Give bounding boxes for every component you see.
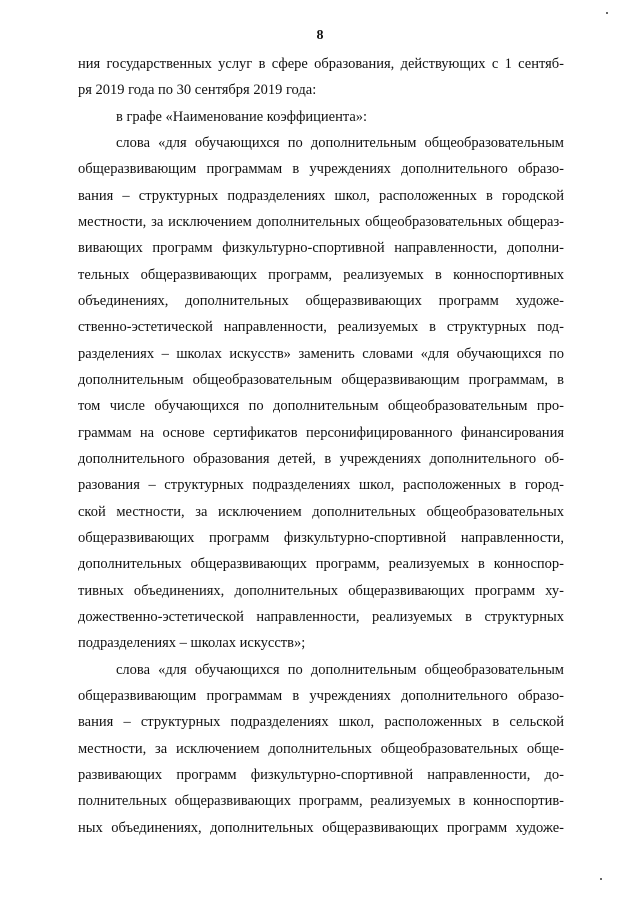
scan-dot (600, 878, 602, 880)
page-number: 8 (316, 28, 324, 43)
text-line: развивающих программ физкультурно-спортивной направленности, до- (78, 767, 564, 783)
text-line: разования – структурных подразделениях школ, расположенных в город- (78, 477, 564, 493)
scan-dot (606, 12, 608, 14)
text-line: слова «для обучающихся по дополнительным общеобразовательным (116, 135, 564, 151)
text-line: в графе «Наименование коэффициента»: (116, 109, 368, 125)
text-line: подразделениях – школах искусств»; (78, 635, 306, 651)
text-line: дожественно-эстетической направленности, реализуемых в структурных (78, 609, 564, 625)
text-line: дополнительных общеразвивающих программ, реализуемых в конноспор- (78, 556, 564, 572)
text-line: слова «для обучающихся по дополнительным общеобразовательным (116, 662, 564, 678)
text-line: дополнительного образования детей, в учреждениях дополнительного об- (78, 451, 564, 467)
text-line: местности, за исключением дополнительных общеобразовательных общераз- (78, 214, 564, 230)
text-line: разделениях – школах искусств» заменить словами «для обучающихся по (78, 346, 564, 362)
text-line: вания – структурных подразделениях школ, расположенных в городской (78, 188, 564, 204)
text-line: том числе обучающихся по дополнительным общеобразовательным про- (78, 398, 564, 414)
text-line: ных объединениях, дополнительных общеразвивающих программ художе- (78, 820, 564, 836)
text-line: ря 2019 года по 30 сентября 2019 года: (78, 82, 317, 98)
text-line: вания – структурных подразделениях школ, расположенных в сельской (78, 714, 564, 730)
text-line: местности, за исключением дополнительных общеобразовательных обще- (78, 741, 564, 757)
text-line: общеразвивающим программам в учреждениях дополнительного образо- (78, 161, 564, 177)
text-line: вивающих программ физкультурно-спортивной направленности, дополни- (78, 240, 564, 256)
text-line: ния государственных услуг в сфере образования, действующих с 1 сентяб- (78, 56, 564, 72)
text-line: граммам на основе сертификатов персонифицированного финансирования (78, 425, 564, 441)
text-line: тивных объединениях, дополнительных общеразвивающих программ ху- (78, 583, 564, 599)
text-line: дополнительным общеобразовательным общеразвивающим программам, в (78, 372, 564, 388)
text-line: общеразвивающим программам в учреждениях дополнительного образо- (78, 688, 564, 704)
text-line: тельных общеразвивающих программ, реализуемых в конноспортивных (78, 267, 564, 283)
text-line: общеразвивающих программ физкультурно-спортивной направленности, (78, 530, 564, 546)
text-line: полнительных общеразвивающих программ, реализуемых в конноспортив- (78, 793, 564, 809)
text-line: объединениях, дополнительных общеразвивающих программ художе- (78, 293, 564, 309)
text-line: ственно-эстетической направленности, реализуемых в структурных под- (78, 319, 564, 335)
text-line: ской местности, за исключением дополнительных общеобразовательных (78, 504, 564, 520)
